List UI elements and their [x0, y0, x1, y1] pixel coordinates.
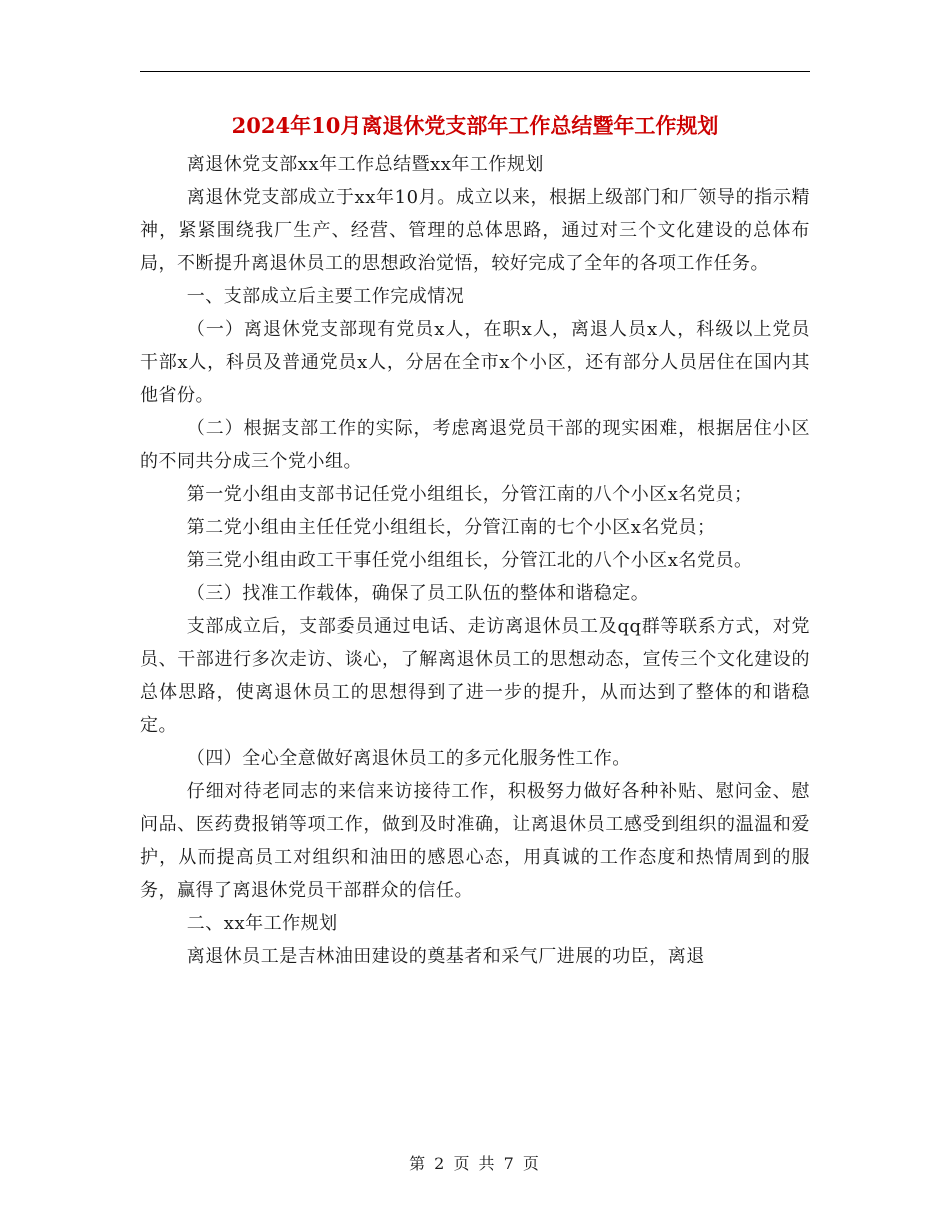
- section-heading: 一、支部成立后主要工作完成情况: [186, 286, 465, 307]
- paragraph: 支部成立后，支部委员通过电话、走访离退休员工及qq群等联系方式，对党员、干部进行多次走访、谈心，了解离退休员工的思想动态，宣传三个文化建设的总体思路，使离退休员工的思想得到了进一步的提升，从而达到了整体的和谐稳定。: [140, 616, 810, 736]
- paragraph: 第二党小组由主任任党小组组长，分管江南的七个小区x名党员；: [186, 517, 716, 538]
- paragraph: 第一党小组由支部书记任党小组组长，分管江南的八个小区x名党员；: [186, 484, 753, 505]
- header-rule: [140, 71, 810, 72]
- paragraph: 第三党小组由政工干事任党小组组长，分管江北的八个小区x名党员。: [186, 550, 753, 571]
- paragraph: 离退休党支部xx年工作总结暨xx年工作规划: [186, 154, 544, 175]
- paragraph: 离退休员工是吉林油田建设的奠基者和采气厂进展的功臣，离退: [186, 946, 705, 967]
- document-body: [140, 148, 810, 973]
- page-number: 第 2 页 共 7 页: [409, 1154, 541, 1173]
- paragraph: （二）根据支部工作的实际，考虑离退党员干部的现实困难，根据居住小区的不同共分成三个党小组。: [140, 418, 810, 472]
- paragraph: （一）离退休党支部现有党员x人，在职x人，离退人员x人，科级以上党员干部x人，科员及普通党员x人，分居在全市x个小区，还有部分人员居住在国内其他省份。: [140, 319, 810, 406]
- subsection-heading: （三）找准工作载体，确保了员工队伍的整体和谐稳定。: [186, 583, 650, 604]
- document-title: 2024年10月离退休党支部年工作总结暨年工作规划: [231, 113, 719, 138]
- paragraph: 离退休党支部成立于xx年10月。成立以来，根据上级部门和厂领导的指示精神，紧紧围绕我厂生产、经营、管理的总体思路，通过对三个文化建设的总体布局，不断提升离退休员工的思想政治觉悟，较好完成了全年的各项工作任务。: [140, 187, 810, 274]
- subsection-heading: （四）全心全意做好离退休员工的多元化服务性工作。: [186, 748, 631, 769]
- section-heading: 二、xx年工作规划: [186, 913, 338, 934]
- paragraph: 仔细对待老同志的来信来访接待工作，积极努力做好各种补贴、慰问金、慰问品、医药费报销等项工作，做到及时准确，让离退休员工感受到组织的温温和爱护，从而提高员工对组织和油田的感恩心态，用真诚的工作态度和热情周到的服务，赢得了离退休党员干部群众的信任。: [140, 781, 810, 901]
